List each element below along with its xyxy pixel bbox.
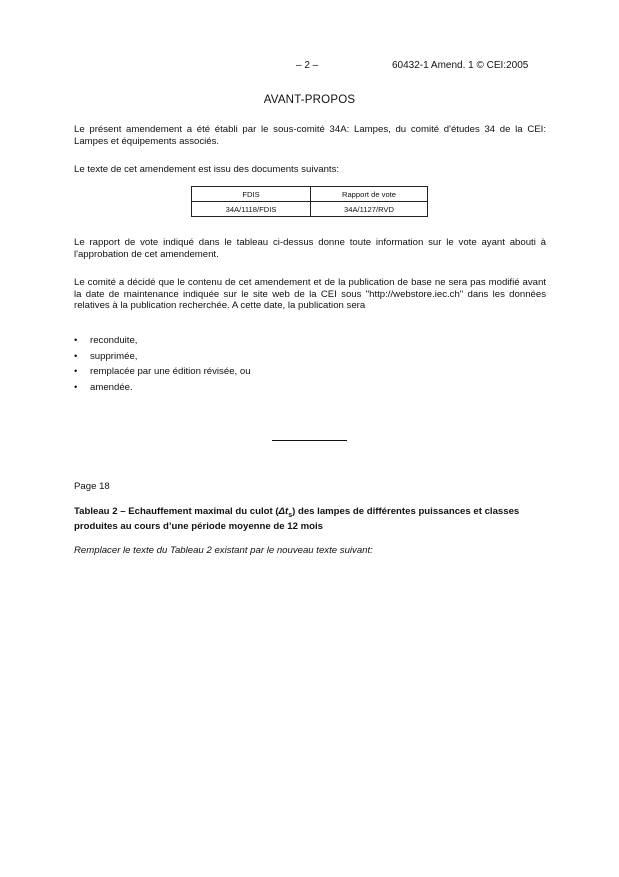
table-title-suffix: ) des lampes de différentes puissances et classes produites au cours d’une période moyenne de 12 mois — [74, 506, 520, 533]
list-item — [74, 380, 251, 396]
table-header-fdis: FDIS — [192, 187, 311, 202]
table-title-subscript: s — [288, 511, 293, 519]
section-divider — [272, 440, 347, 441]
table-cell-fdis: 34A/1118/FDIS — [192, 202, 311, 217]
voting-documents-table — [191, 186, 428, 217]
list-item — [74, 349, 251, 365]
list-item — [74, 364, 251, 380]
document-reference: 60432-1 Amend. 1 © CEI:2005 — [392, 60, 529, 71]
list-item-text: supprimée, — [90, 350, 138, 362]
page-number: – 2 – — [296, 60, 319, 71]
section-title: AVANT-PROPOS — [263, 94, 356, 106]
publication-outcome-list — [74, 333, 251, 395]
paragraph-vote-report: Le rapport de vote indiqué dans le tableau ci-dessus donne toute information sur le vote ayant abouti à l'approbation de cet amendement. — [74, 237, 546, 260]
page-reference: Page 18 — [74, 481, 110, 492]
bullet-icon: • — [74, 381, 78, 393]
table-title-symbol: Δt — [278, 506, 289, 517]
table-cell-rvd: 34A/1127/RVD — [311, 202, 428, 217]
bullet-icon: • — [74, 366, 78, 378]
list-item — [74, 333, 251, 349]
paragraph-documents-intro: Le texte de cet amendement est issu des documents suivants: — [74, 164, 340, 175]
list-item-text: reconduite, — [90, 335, 138, 346]
replacement-instruction: Remplacer le texte du Tableau 2 existant par le nouveau texte suivant: — [74, 545, 373, 556]
table-header-vote-report: Rapport de vote — [311, 187, 428, 202]
paragraph-maintenance: Le comité a décidé que le contenu de cet amendement et de la publication de base ne sera pas modifié avant la date de maintenance indiquée sur le site web de la CEI sous "http://webstore.iec.ch" dans les données relatives à la publication recherchée. A cette date, la publication sera — [74, 277, 546, 311]
list-item-text: remplacée par une édition révisée, ou — [90, 366, 251, 378]
bullet-icon: • — [74, 335, 78, 346]
table-header-row — [192, 187, 428, 202]
paragraph-committee: Le présent amendement a été établi par le sous-comité 34A: Lampes, du comité d'études 34 de la CEI: Lampes et équipements associés. — [74, 124, 546, 147]
table-title — [74, 506, 546, 533]
list-item-text: amendée. — [90, 381, 133, 393]
bullet-icon: • — [74, 350, 78, 362]
table-row — [192, 202, 428, 217]
table-title-prefix: Tableau 2 – Echauffement maximal du culot ( — [74, 506, 279, 517]
